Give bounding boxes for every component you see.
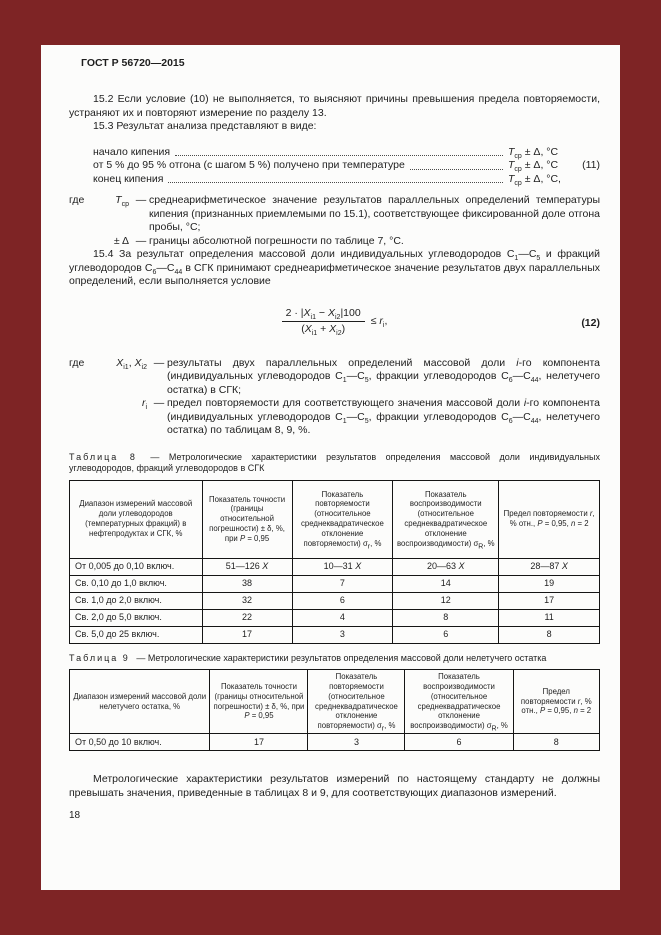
table8-column-header: Показатель точности (границы относительной погрешности) ± δ, %, при Р = 0,95 (202, 480, 292, 558)
boil-value: $T_{ср} \pm \Delta$, °С (508, 159, 559, 174)
table8-row (70, 609, 600, 626)
table8 (69, 480, 600, 644)
table-cell: 8 (499, 626, 600, 643)
table-cell: 7 (292, 575, 393, 592)
term-dash: — (135, 234, 147, 247)
table8-column-header: Показатель повторяемости (относительное среднеквадратическое отклонение повторяемости) $\sigma_r$, % (292, 480, 393, 558)
table-cell: Св. 2,0 до 5,0 включ. (70, 609, 203, 626)
dot-leader (175, 155, 503, 156)
where-lead: где (69, 194, 85, 206)
table-cell: 3 (308, 734, 405, 751)
table-cell: 4 (292, 609, 393, 626)
table8-caption (69, 452, 600, 475)
table-cell: 6 (393, 626, 499, 643)
where-lead: где (69, 356, 85, 369)
boil-value: $T_{ср} \pm \Delta$, °С (508, 145, 559, 160)
table-cell: 17 (499, 592, 600, 609)
table-cell: 19 (499, 575, 600, 592)
boil-row-distillate (93, 159, 600, 173)
term-definition: предел повторяемости для соответствующего значения массовой доли i-го компонента (индивидуальных углеводородов $С_1—С_5$, фракции углеводородов $С_6—С_{44}$, нелетучего остатка) по таблицам 8, 9, %. (167, 397, 600, 436)
table9-column-header: Диапазон измерений массовой доли нелетучего остатка, % (70, 670, 210, 734)
term-definition: результаты двух параллельных определений массовой доли i-го компонента (индивидуальных углеводородов $С_1—С_5$, фракции углеводородов $С_6—С_{44}$, нелетучего остатка) в СГК; (167, 356, 600, 396)
table8-row (70, 558, 600, 575)
table9-caption-text: — Метрологические характеристики результатов определения массовой доли нелетучего остатка (136, 652, 547, 663)
term-definition: границы абсолютной погрешности по таблице 7, °С. (149, 234, 404, 247)
doc-header-title: ГОСТ Р 56720—2015 (81, 57, 185, 69)
paragraph-15-3: 15.3 Результат анализа представляют в виде: (93, 120, 317, 132)
term-x-values: $X_{i1}$, $X_{i2}$ (116, 356, 147, 371)
table-cell: 38 (202, 575, 292, 592)
term-r-limit: $r_i$ (141, 397, 147, 412)
table9-column-header: Предел повторяемости r, % отн., Р = 0,95, n = 2 (513, 670, 599, 734)
table-cell: 51—126 X (202, 558, 292, 575)
term-t-avg: $T_{ср}$ (115, 194, 129, 209)
boil-label: начало кипения (93, 145, 171, 158)
table8-caption-label: Таблица 8 (69, 451, 137, 462)
term-delta: ± Δ (113, 234, 129, 247)
dot-leader (168, 182, 503, 183)
table9-caption (69, 653, 600, 665)
term-definition: среднеарифметическое значение результатов параллельных определений температуры кипения (признанных приемлемыми по 15.1), соответствующее фиксированной доле отгона пробы, °С; (149, 194, 600, 233)
boil-label: от 5 % до 95 % отгона (с шагом 5 %) получено при температуре (93, 159, 405, 171)
table-cell: 17 (210, 734, 308, 751)
table-cell: 8 (513, 734, 599, 751)
formula-relation: ≤ $r_i$, (370, 314, 388, 329)
table-cell: 8 (393, 609, 499, 626)
table8-column-header: Показатель воспроизводимости (относительное среднеквадратическое отклонение воспроизводимости) $\sigma_R$, % (393, 480, 499, 558)
table-cell: 6 (292, 592, 393, 609)
boil-row-start (93, 146, 600, 160)
paragraph-15-4: 15.4 За результат определения массовой доли индивидуальных углеводородов $С_1—С_5$ и фракций углеводородов $С_6—С_{44}$ в СГК принимают среднеарифметическое значение результатов двух параллельных определений, если выполняется условие (69, 248, 601, 287)
table-cell: 22 (202, 609, 292, 626)
where-lead-spacer (69, 397, 95, 438)
equation-number-11: (11) (582, 159, 600, 171)
table-cell: 20—63 X (393, 558, 499, 575)
equation-number-12: (12) (581, 316, 600, 329)
formula-numerator: $2 \cdot |X_{i1} - X_{i2}|100$ (282, 307, 365, 322)
table-cell: Св. 5,0 до 25 включ. (70, 626, 203, 643)
term-dash: — (153, 397, 165, 409)
table-cell: Св. 1,0 до 2,0 включ. (70, 592, 203, 609)
definitions-block-2 (69, 357, 600, 438)
table-cell: 6 (405, 734, 513, 751)
table9-row (70, 734, 600, 751)
table8-column-header: Предел повторяемости r, % отн., Р = 0,95, n = 2 (499, 480, 600, 558)
boil-value: $T_{ср} \pm \Delta$, °С, (508, 172, 561, 187)
table8-row (70, 592, 600, 609)
paragraph-15-2: 15.2 Если условие (10) не выполняется, то выясняют причины превышения предела повторяемости, устраняют их и повторяют измерение по разделу 13. (69, 93, 600, 119)
boiling-results-list (93, 146, 600, 187)
formula-12 (69, 303, 600, 347)
table-cell: Св. 0,10 до 1,0 включ. (70, 575, 203, 592)
table-cell: 11 (499, 609, 600, 626)
table-cell: 12 (393, 592, 499, 609)
term-dash: — (135, 194, 147, 206)
table8-row (70, 575, 600, 592)
definitions-block-1 (69, 194, 600, 248)
table9-header-row (70, 670, 600, 734)
table9-caption-label: Таблица 9 (69, 652, 130, 663)
table-cell: 3 (292, 626, 393, 643)
table-cell: 17 (202, 626, 292, 643)
table8-caption-text: — Метрологические характеристики результатов определения массовой доли индивидуальных углеводородов, фракций углеводородов в СГК (69, 451, 600, 473)
closing-paragraph: Метрологические характеристики результатов измерений по настоящему стандарту не должны превышать значения, приведенные в таблицах 8 и 9, для соответствующих диапазонов измерений. (69, 773, 600, 799)
term-dash: — (153, 356, 165, 369)
table9-column-header: Показатель точности (границы относительной погрешности) ± δ, %, при Р = 0,95 (210, 670, 308, 734)
table-cell: 14 (393, 575, 499, 592)
table-cell: 32 (202, 592, 292, 609)
table8-row (70, 626, 600, 643)
table9-column-header: Показатель повторяемости (относительное среднеквадратическое отклонение повторяемости) $\sigma_r$, % (308, 670, 405, 734)
table8-column-header: Диапазон измерений массовой доли углеводородов (температурных фракций) в нефтепродуктах и СГК, % (70, 480, 203, 558)
table9 (69, 669, 600, 751)
table-cell: От 0,50 до 10 включ. (70, 734, 210, 751)
table-cell: 10—31 X (292, 558, 393, 575)
page-number: 18 (69, 810, 81, 821)
table-cell: От 0,005 до 0,10 включ. (70, 558, 203, 575)
table9-column-header: Показатель воспроизводимости (относительное среднеквадратическое отклонение воспроизводимости) $\sigma_R$, % (405, 670, 513, 734)
boil-row-end (93, 173, 600, 187)
where-lead-spacer (69, 235, 95, 249)
boil-label: конец кипения (93, 172, 164, 185)
dot-leader (410, 169, 503, 170)
table-cell: 28—87 X (499, 558, 600, 575)
formula-fraction (282, 307, 388, 335)
table8-header-row (70, 480, 600, 558)
document-page (41, 45, 620, 890)
formula-denominator: $(X_{i1} + X_{i2})$ (301, 322, 346, 337)
